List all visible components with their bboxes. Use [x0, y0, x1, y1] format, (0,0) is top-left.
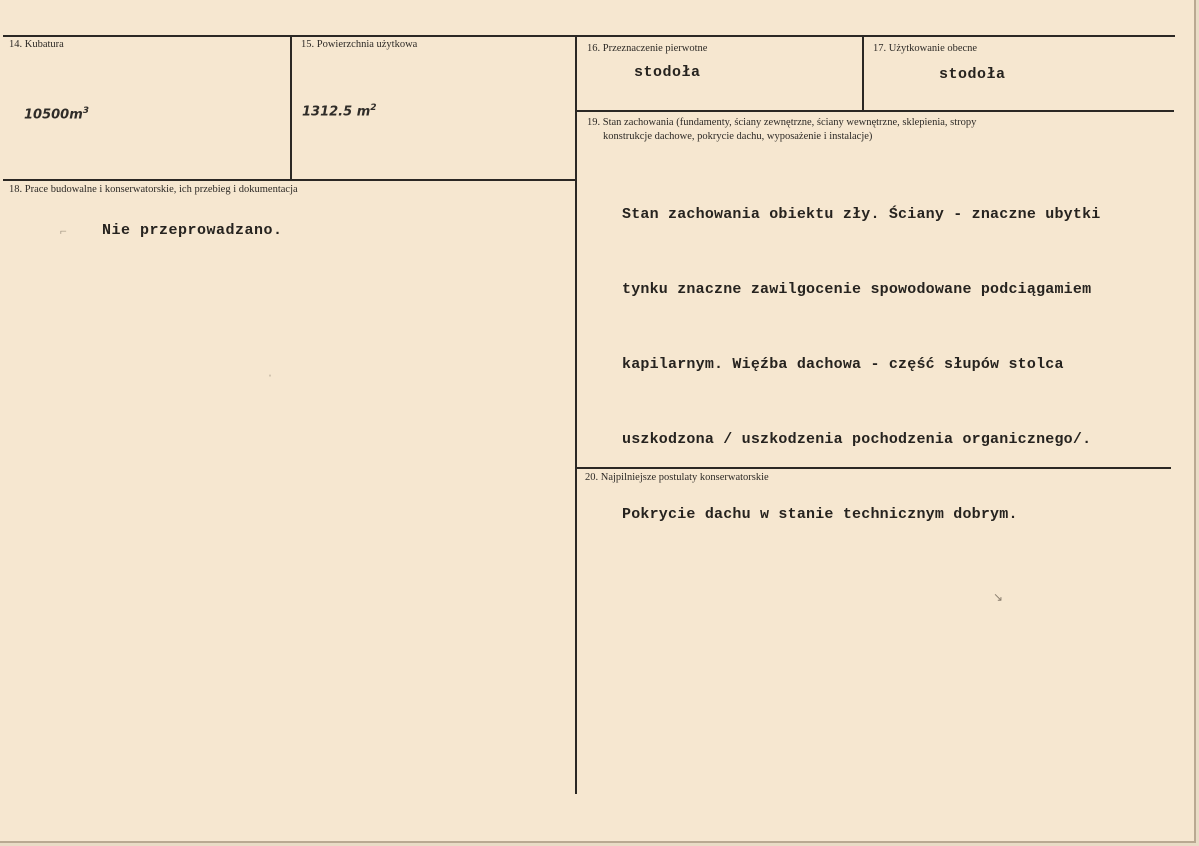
field-15-number: 1312.5 [302, 104, 353, 120]
field-19-line: tynku znaczne zawilgocenie spowodowane podciągamiem [622, 281, 1092, 298]
speck: ↘ [993, 590, 1004, 604]
field-17-label: 17. Użytkowanie obecne [873, 43, 978, 54]
field-14-unit: m [69, 107, 83, 123]
speck: ⌐ [60, 224, 67, 238]
field-19-line: Stan zachowania obiektu zły. Ściany - znaczne ubytki [622, 206, 1101, 223]
field-19-label-line2: konstrukcje dachowe, pokrycie dachu, wyposażenie i instalacje) [603, 131, 873, 142]
field-17-value: stodoła [939, 66, 1006, 83]
divider-16-17 [862, 36, 864, 110]
field-19-line: uszkodzona / uszkodzenia pochodzenia organicznego/. [622, 431, 1092, 448]
top-rule [3, 35, 1175, 37]
speck: ˈ [268, 372, 272, 386]
field-14-exponent: 3 [82, 106, 90, 116]
field-20-label: 20. Najpilniejsze postulaty konserwatorskie [585, 472, 769, 483]
field-16-label: 16. Przeznaczenie pierwotne [587, 43, 708, 54]
field-18-label: 18. Prace budowalne i konserwatorskie, ich przebieg i dokumentacja [9, 184, 298, 195]
field-14-value [24, 106, 89, 122]
field-18-value: Nie przeprowadzano. [102, 222, 283, 239]
center-divider [575, 36, 577, 794]
field-19-line: kapilarnym. Więźba dachowa - część słupów stolca [622, 356, 1064, 373]
field-19-label-line1: 19. Stan zachowania (fundamenty, ściany zewnętrzne, ściany wewnętrzne, sklepienia, stropy [587, 117, 977, 128]
field-16-value: stodoła [634, 64, 701, 81]
field-19-text [622, 152, 1100, 577]
field-15-exponent: 2 [370, 103, 377, 113]
field-14-number: 10500 [24, 107, 70, 123]
field-19-line: Pokrycie dachu w stanie technicznym dobrym. [622, 506, 1018, 523]
field-15-value [302, 103, 377, 119]
field-14-label: 14. Kubatura [9, 39, 64, 50]
rule-under-16-17 [577, 110, 1174, 112]
divider-14-15 [290, 36, 292, 179]
rule-left-under-14-15 [3, 179, 576, 181]
field-15-label: 15. Powierzchnia użytkowa [301, 39, 418, 50]
field-15-unit: m [356, 104, 371, 120]
